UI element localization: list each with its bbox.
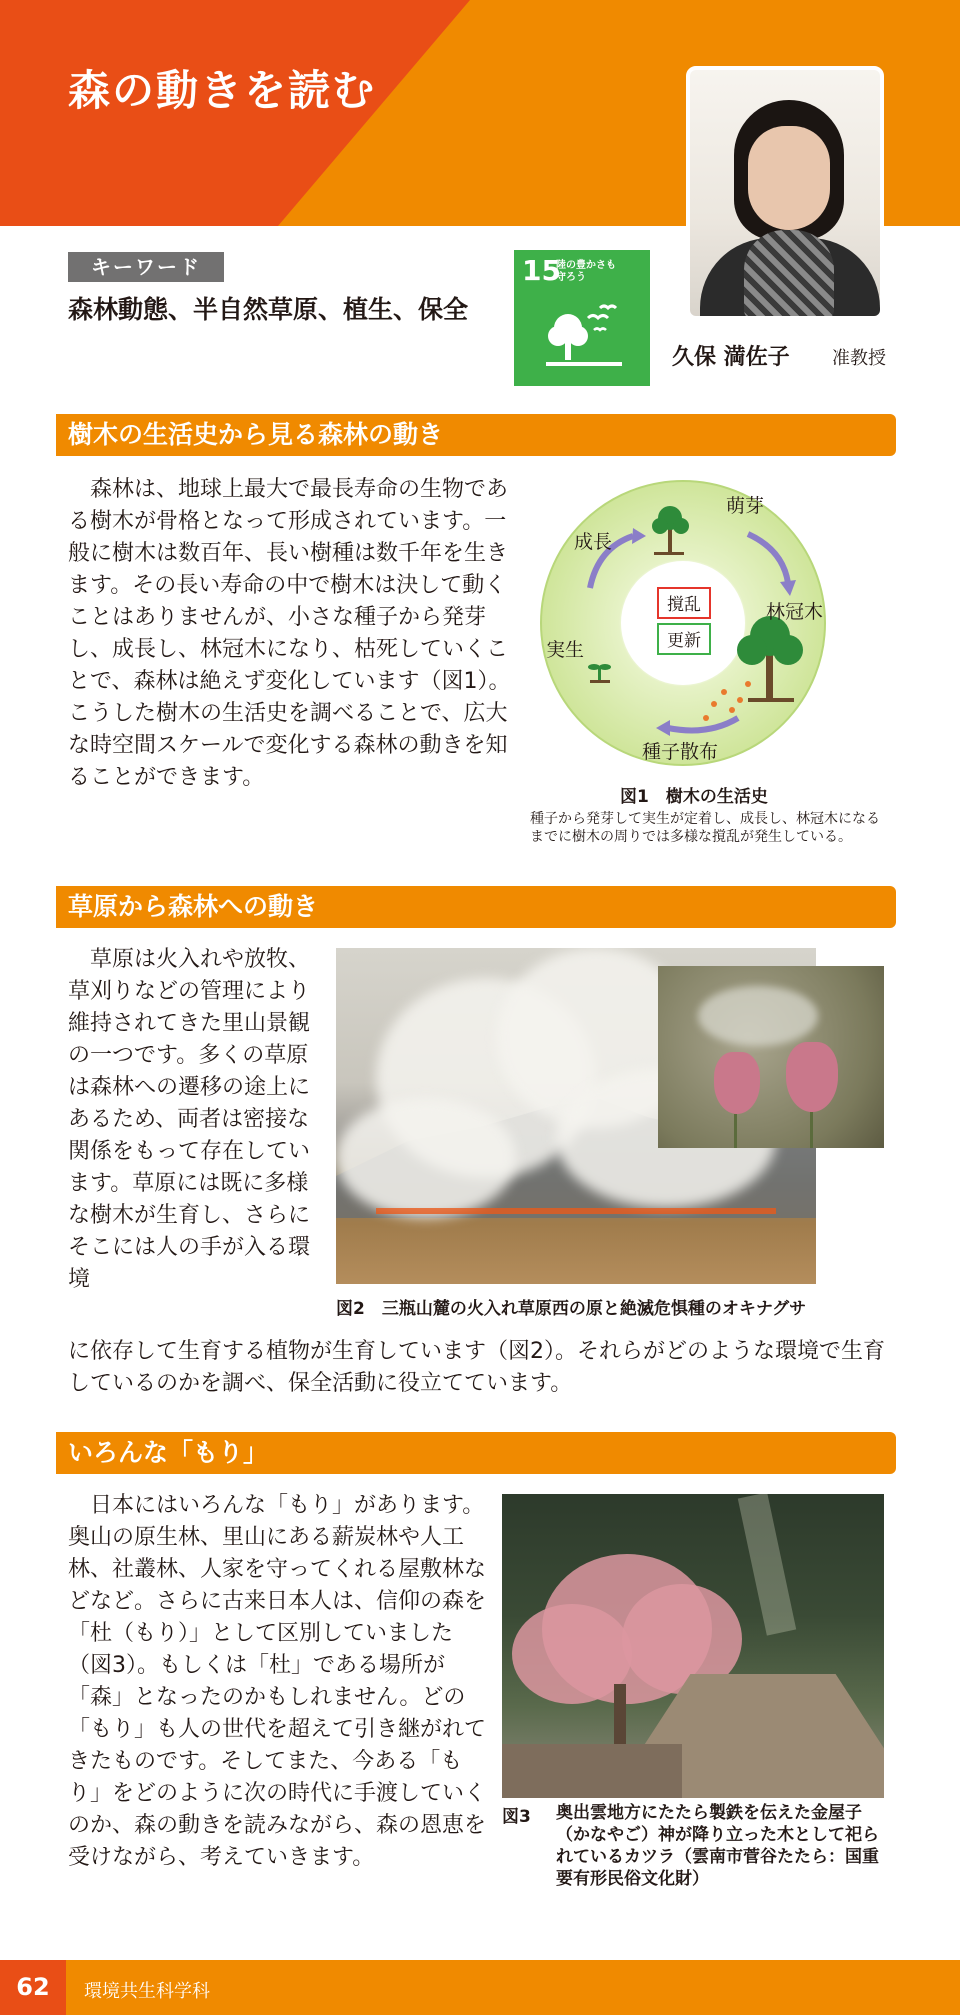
- figure-3-number: 図3: [502, 1807, 531, 1827]
- label-renewal: 更新: [667, 631, 701, 651]
- sdg-text: 陸の豊かさも 守ろう: [556, 260, 616, 283]
- label-canopy: 林冠木: [766, 601, 824, 623]
- section-3-paragraph: 日本にはいろんな「もり」があります。奥山の原生林、里山にある薪炭林や人工林、社叢林、人家を守ってくれる屋敷林などなど。さらに古来日本人は、信仰の森を「杜（もり）」として区別していました（図3）。もしくは「杜」である場所が「森」となったのかもしれません。どの「もり」も人の世代を超えて引き継がれてきたものです。そしてまた、今ある「もり」をどのように次の時代に手渡していくのか、森の動きを読みながら、森の恩恵を受けながら、考えていきます。: [68, 1493, 487, 1870]
- figure-2-caption: 図2 三瓶山麓の火入れ草原西の原と絶滅危惧種のオキナグサ: [336, 1299, 807, 1319]
- sdg-15-badge: [514, 250, 650, 386]
- section-heading-mori: いろんな「もり」: [56, 1432, 896, 1474]
- figure-1-title: 図1 樹木の生活史: [620, 787, 768, 807]
- label-disturbance: 撹乱: [667, 595, 701, 615]
- tree-bird-icon: [544, 300, 624, 376]
- section-2-paragraph-a: 草原は火入れや放牧、草刈りなどの管理により維持されてきた里山景観の一つです。多くの草原は森林への遷移の途上にあるため、両者は密接な関係をもって存在しています。草原には既に多様な樹木が生育し、さらにそこには人の手が入る環境: [68, 947, 311, 1292]
- department-label: 環境共生科学科: [84, 1981, 210, 2002]
- page-title: 森の動きを読む: [68, 66, 377, 115]
- tree-life-history-diagram: [538, 478, 828, 768]
- sdg-number: 15: [522, 254, 561, 287]
- profile-title: 准教授: [832, 348, 886, 369]
- page-number: 62: [0, 1960, 66, 2015]
- profile-name: 久保 満佐子: [672, 345, 790, 370]
- katsura-tree-photo: [502, 1494, 884, 1798]
- label-growth: 成長: [574, 531, 613, 553]
- profile-photo: [686, 66, 884, 320]
- keyword-text: 森林動態、半自然草原、植生、保全: [68, 295, 469, 324]
- keyword-label: キーワード: [68, 252, 224, 282]
- section-heading-grassland: 草原から森林への動き: [56, 886, 896, 928]
- page-footer: [0, 1960, 960, 2015]
- figure-1-caption: 種子から発芽して実生が定着し、成長し、林冠木になるまでに樹木の周りでは多様な撹乱が発生している。: [530, 811, 880, 845]
- label-dispersal: 種子散布: [642, 741, 719, 763]
- label-sprout: 萌芽: [726, 495, 765, 517]
- figure-3-caption: 奥出雲地方にたたら製鉄を伝えた金屋子（かなやご）神が降り立った木として祀られているカツラ（雲南市菅谷たたら：国重要有形民俗文化財）: [556, 1803, 879, 1889]
- section-heading-life-history: 樹木の生活史から見る森林の動き: [56, 414, 896, 456]
- section-2-paragraph-b: に依存して生育する植物が生育しています（図2）。それらがどのような環境で生育しているのかを調べ、保全活動に役立てています。: [68, 1339, 885, 1396]
- section-1-paragraph: 森林は、地球上最大で最長寿命の生物である樹木が骨格となって形成されています。一般に樹木は数百年、長い樹種は数千年を生きます。その長い寿命の中で樹木は決して動くことはありませんが、小さな種子から発芽し、成長し、林冠木になり、枯死していくことで、森林は絶えず変化しています（図1）。こうした樹木の生活史を調べることで、広大な時空間スケールで変化する森林の動きを知ることができます。: [68, 477, 511, 790]
- label-seedling: 実生: [546, 639, 585, 661]
- okinagusa-flower-photo: [658, 966, 884, 1148]
